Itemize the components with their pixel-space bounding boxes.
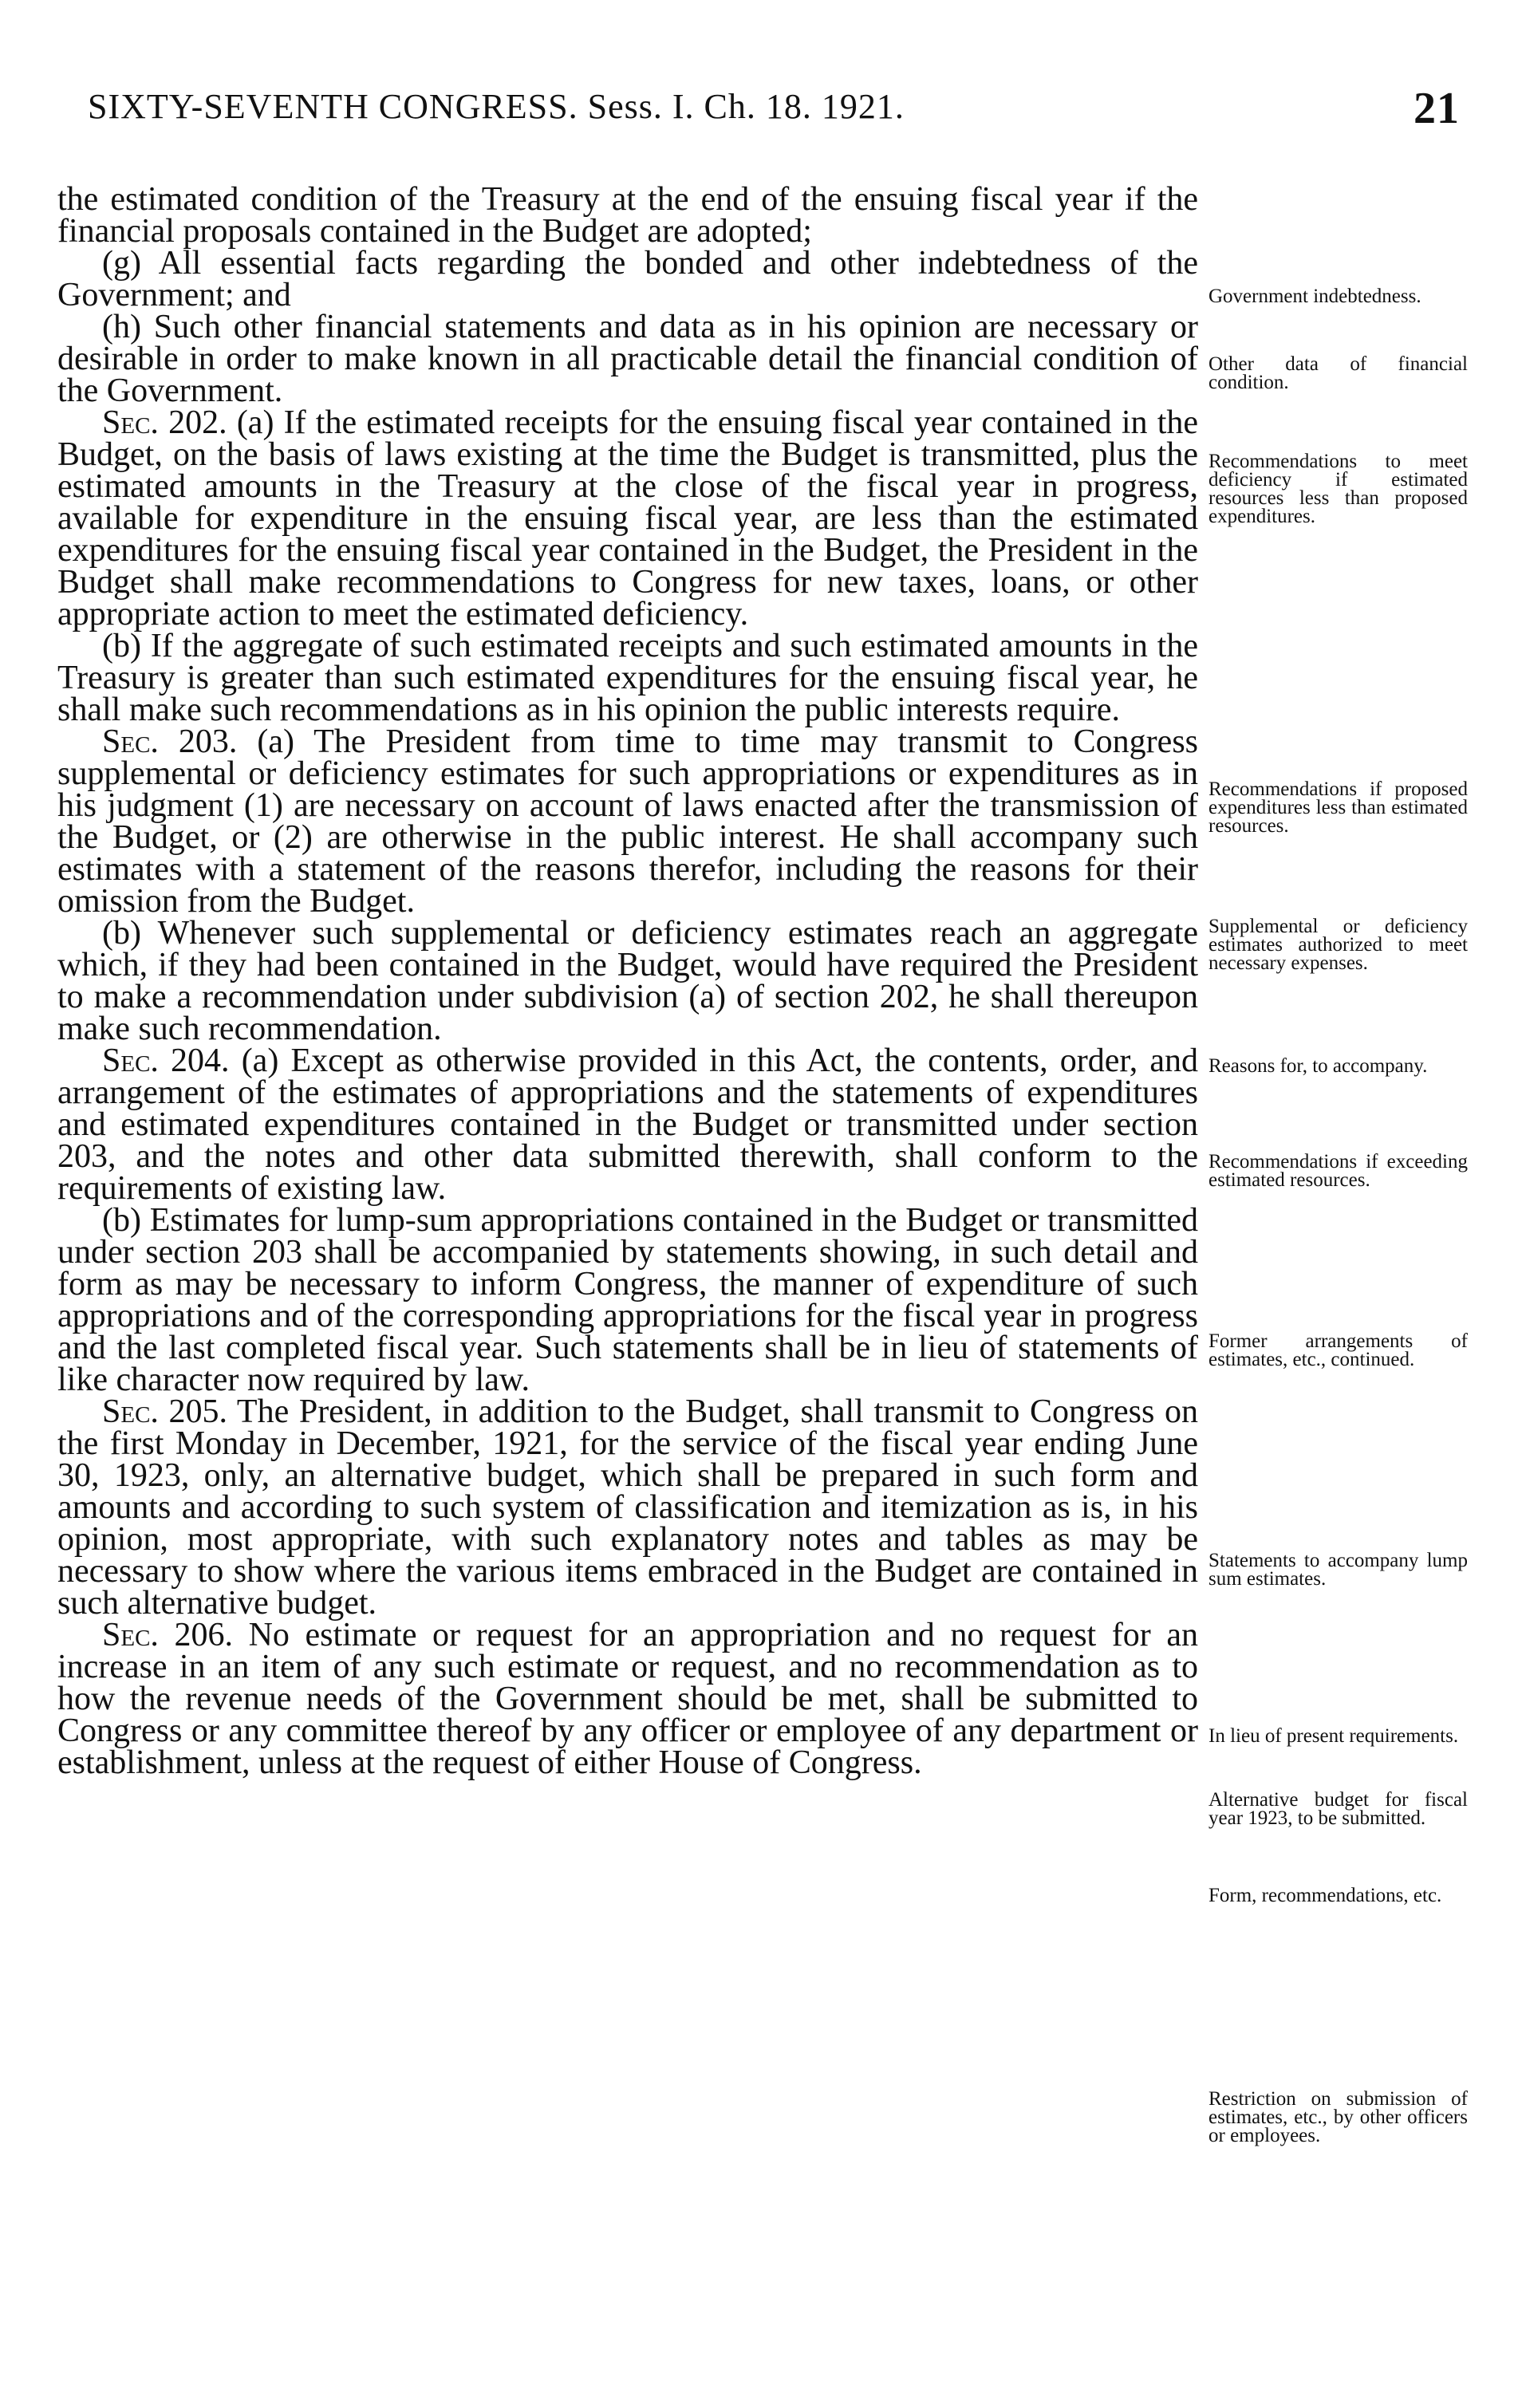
paragraph: Sec. 203. (a) The President from time to time may transmit to Congress supplemental or deficiency estimates for such appropriations or expenditures as in his judgment (1) are necessary on account of laws enacted after the transmission of the Budget, or (2) are otherwise in the public interest. He shall accompany such estimates with a statement of the reasons therefor, including the reasons for their omission from the Budget.	[57, 723, 1199, 920]
paragraph: (b) Estimates for lump-sum appropriations contained in the Budget or transmitted under section 203 shall be accompanied by statements showing, in such detail and form as may be necessary to inform Congress, the manner of expenditure of such appropriations and of the corresponding appropriations for the fiscal year in progress and the last completed fiscal year. Such statements shall be in lieu of statements of like character now required by law.	[57, 1202, 1198, 1398]
paragraph: Sec. 204. (a) Except as otherwise provided in this Act, the contents, order, and arrangement of the estimates of appropriations and the statements of expenditures and estimated expenditures contained in the Budget or transmitted under section 203, and the notes and other data submitted therewith, shall conform to the requirements of existing law.	[57, 1042, 1198, 1207]
running-head-title: SIXTY-SEVENTH CONGRESS. Sess. I. Ch. 18. 1921.	[88, 87, 905, 126]
margin-note: Recommendations if exceeding estimated resources.	[1208, 1151, 1468, 1191]
margin-note: Recommendations to meet deficiency if estimated resources less than proposed expenditures.	[1208, 451, 1468, 527]
margin-note: Reasons for, to accompany.	[1208, 1055, 1428, 1077]
margin-note: Other data of financial condition.	[1208, 353, 1468, 393]
paragraph: Sec. 206. No estimate or request for an appropriation and no request for an increase in an item of any such estimate or request, and no recommendation as to how the revenue needs of the Government should be met, shall be submitted to Congress or any committee thereof by any officer or employee of any department or establishment, unless at the request of either House of Congress.	[57, 1617, 1199, 1781]
margin-note: Former arrangements of estimates, etc., continued.	[1208, 1330, 1468, 1370]
paragraph: Sec. 202. (a) If the estimated receipts for the ensuing fiscal year contained in the Budget, on the basis of laws existing at the time the Budget is transmitted, plus the estimated amounts in the Treasury at the close of the fiscal year in progress, available for expenditure in the ensuing fiscal year, are less than the estimated expenditures for the ensuing fiscal year contained in the Budget, the President in the Budget shall make recommendations to Congress for new taxes, loans, or other appropriate action to meet the estimated deficiency.	[57, 404, 1199, 633]
paragraph: Sec. 205. The President, in addition to the Budget, shall transmit to Congress on the first Monday in December, 1921, for the service of the fiscal year ending June 30, 1923, only, an alternative budget, which shall be prepared in such form and amounts and according to such system of classification and itemization as is, in his opinion, most appropriate, with such explanatory notes and tables as may be necessary to show where the various items embraced in the Budget are contained in such alternative budget.	[57, 1393, 1198, 1622]
margin-note: Form, recommendations, etc.	[1208, 1885, 1442, 1906]
running-head	[88, 86, 1460, 142]
paragraph: (b) If the aggregate of such estimated receipts and such estimated amounts in the Treasury is greater than such estimated expenditures for the ensuing fiscal year, he shall make such recommendations as in his opinion the public interests require.	[57, 628, 1198, 728]
margin-note: Government indebtedness.	[1208, 286, 1421, 307]
body-text	[57, 183, 1198, 1779]
paragraph: (g) All essential facts regarding the bonded and other indebtedness of the Government; and	[57, 245, 1198, 313]
section-number: Sec. 202.	[102, 404, 227, 441]
section-number: Sec. 205.	[102, 1393, 228, 1430]
paragraph: (h) Such other financial statements and data as in his opinion are necessary or desirable in order to make known in all practicable detail the financial condition of the Government.	[57, 309, 1198, 409]
paragraph: (b) Whenever such supplemental or deficiency estimates reach an aggregate which, if they had been contained in the Budget, would have required the President to make a recommendation under subdivision (a) of section 202, he shall thereupon make such recommendation.	[57, 915, 1198, 1047]
margin-note: Statements to accompany lump sum estimates.	[1208, 1550, 1468, 1590]
section-number: Sec. 203.	[102, 723, 238, 760]
section-number: Sec. 206.	[102, 1617, 234, 1653]
margin-note: Supplemental or deficiency estimates authorized to meet necessary expenses.	[1208, 916, 1468, 974]
page-number: 21	[1414, 84, 1460, 133]
margin-note: Recommendations if proposed expenditures less than estimated resources.	[1208, 778, 1468, 837]
margin-note: In lieu of present requirements.	[1208, 1725, 1459, 1747]
margin-note: Restriction on submission of estimates, etc., by other officers or employees.	[1208, 2088, 1468, 2146]
paragraph: the estimated condition of the Treasury at the end of the ensuing fiscal year if the financial proposals contained in the Budget are adopted;	[57, 181, 1198, 250]
margin-note: Alternative budget for fiscal year 1923, to be submitted.	[1208, 1789, 1468, 1829]
section-number: Sec. 204.	[102, 1042, 230, 1079]
